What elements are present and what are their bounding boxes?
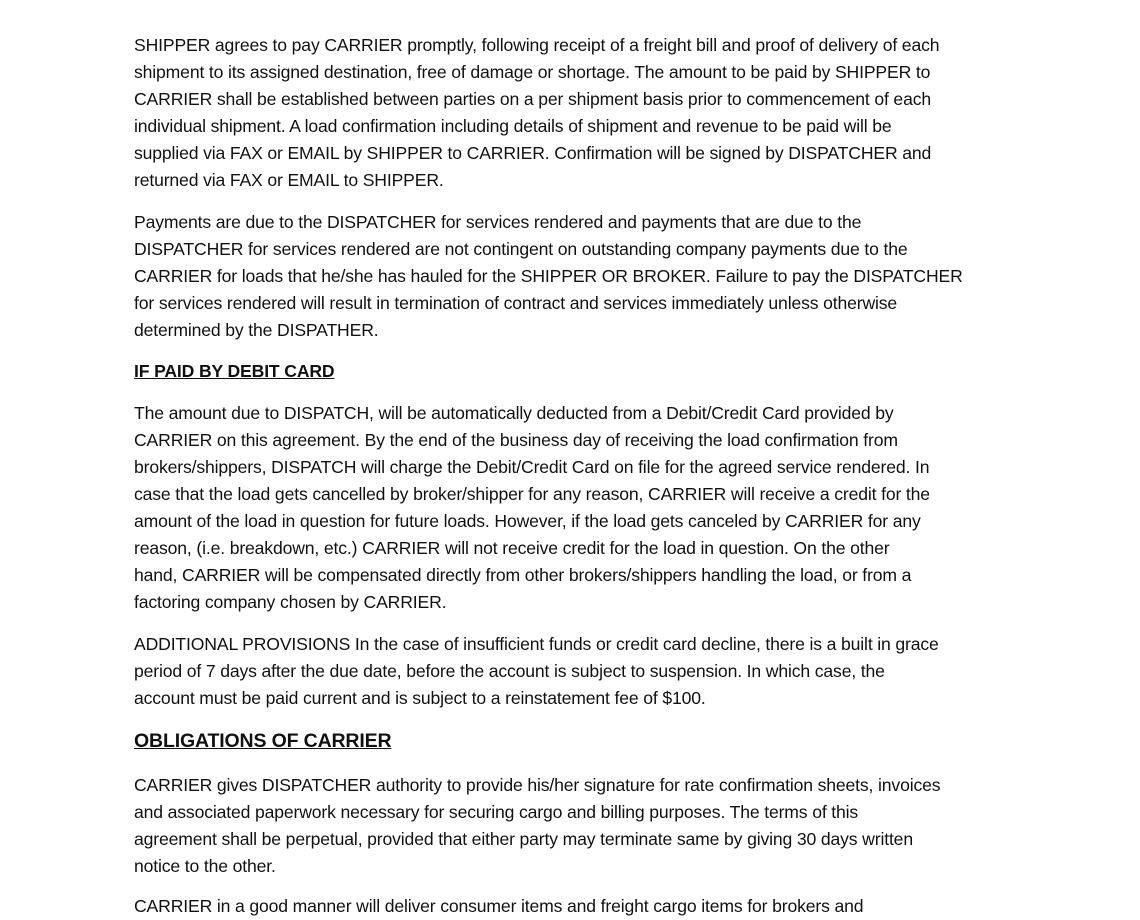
text-line: returned via FAX or EMAIL to SHIPPER.	[134, 170, 444, 190]
text-line: individual shipment. A load confirmation including details of shipment and revenue to be paid will be	[134, 116, 892, 136]
text-line: notice to the other.	[134, 856, 276, 876]
text-line: CARRIER on this agreement. By the end of the business day of receiving the load confirmation from	[134, 430, 898, 450]
paragraph-carrier-delivery	[134, 893, 1034, 920]
paragraph-additional-provisions	[134, 631, 1034, 712]
text-line: supplied via FAX or EMAIL by SHIPPER to CARRIER. Confirmation will be signed by DISPATCHER and	[134, 143, 932, 163]
text-line: Payments are due to the DISPATCHER for services rendered and payments that are due to the	[134, 212, 862, 232]
text-line: ADDITIONAL PROVISIONS In the case of insufficient funds or credit card decline, there is a built in grace	[134, 634, 939, 654]
text-line: hand, CARRIER will be compensated directly from other brokers/shippers handling the load, or from a	[134, 565, 912, 585]
text-line: brokers/shippers, DISPATCH will charge the Debit/Credit Card on file for the agreed service rendered. In	[134, 457, 930, 477]
text-line: The amount due to DISPATCH, will be automatically deducted from a Debit/Credit Card provided by	[134, 403, 894, 423]
text-line: agreement shall be perpetual, provided that either party may terminate same by giving 30 days written	[134, 829, 913, 849]
text-line: determined by the DISPATHER.	[134, 320, 379, 340]
text-line: and associated paperwork necessary for securing cargo and billing purposes. The terms of this	[134, 802, 859, 822]
heading-if-paid-by-debit-card: IF PAID BY DEBIT CARD	[134, 361, 335, 381]
text-line: CARRIER gives DISPATCHER authority to provide his/her signature for rate confirmation sheets, invoices	[134, 775, 941, 795]
text-line: factoring company chosen by CARRIER.	[134, 592, 447, 612]
paragraph-dispatcher-payments	[134, 209, 1034, 344]
text-line: reason, (i.e. breakdown, etc.) CARRIER will not receive credit for the load in question. On the other	[134, 538, 890, 558]
text-line: DISPATCHER for services rendered are not contingent on outstanding company payments due to the	[134, 239, 908, 259]
text-line: CARRIER in a good manner will deliver consumer items and freight cargo items for brokers and	[134, 896, 864, 916]
text-line: account must be paid current and is subject to a reinstatement fee of $100.	[134, 688, 706, 708]
text-line: case that the load gets cancelled by broker/shipper for any reason, CARRIER will receive a credit for the	[134, 484, 930, 504]
text-line: SHIPPER agrees to pay CARRIER promptly, following receipt of a freight bill and proof of delivery of each	[134, 35, 940, 55]
text-line: CARRIER for loads that he/she has hauled for the SHIPPER OR BROKER. Failure to pay the DISPATCHER	[134, 266, 963, 286]
text-line: shipment to its assigned destination, free of damage or shortage. The amount to be paid by SHIPPER to	[134, 62, 931, 82]
paragraph-carrier-authority	[134, 772, 1034, 880]
paragraph-debit-card	[134, 400, 1034, 616]
text-line: for services rendered will result in termination of contract and services immediately unless otherwise	[134, 293, 898, 313]
text-line: CARRIER shall be established between parties on a per shipment basis prior to commencement of each	[134, 89, 931, 109]
paragraph-payment-terms	[134, 32, 1034, 194]
text-line: period of 7 days after the due date, before the account is subject to suspension. In which case, the	[134, 661, 885, 681]
text-line: amount of the load in question for future loads. However, if the load gets canceled by CARRIER for any	[134, 511, 921, 531]
heading-obligations-of-carrier: OBLIGATIONS OF CARRIER	[134, 730, 392, 752]
